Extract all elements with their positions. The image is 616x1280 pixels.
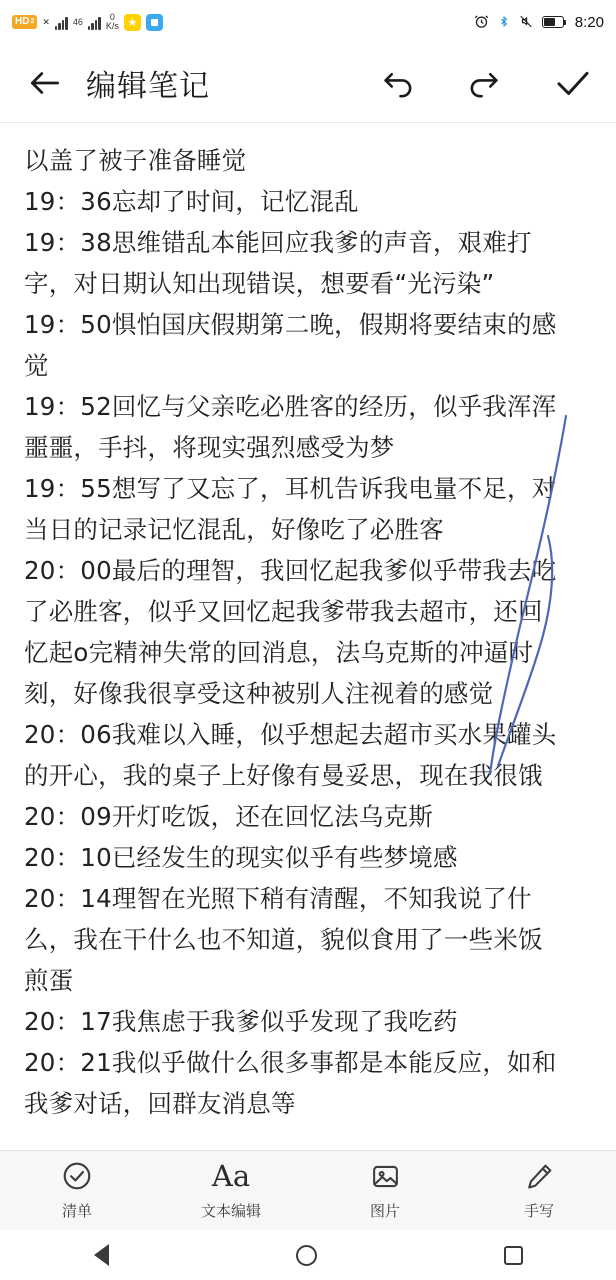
toolbar-item-label: 文本编辑 — [200, 1202, 261, 1220]
note-line: 19：50惧怕国庆假期第二晚，假期将要结束的感 — [24, 310, 557, 339]
status-bar — [0, 0, 616, 44]
back-button[interactable] — [26, 64, 64, 102]
status-bar-clock: 8:20 — [574, 13, 604, 31]
note-line: 忆起o完精神失常的回消息，法乌克斯的冲逼时 — [24, 638, 534, 667]
note-line: 我爹对话，回群友消息等 — [24, 1089, 296, 1118]
image-icon — [370, 1159, 401, 1193]
toolbar-item-text-format[interactable] — [154, 1159, 308, 1221]
note-line: 20：17我焦虑于我爹似乎发现了我吃药 — [24, 1007, 458, 1036]
note-line: 20：14理智在光照下稍有清醒，不知我说了什 — [24, 884, 532, 913]
confirm-button[interactable] — [552, 62, 594, 104]
note-line: 19：52回忆与父亲吃必胜客的经历，似乎我浑浑 — [24, 392, 557, 421]
note-line: 了必胜客，似乎又回忆起我爹带我去超市，还回 — [24, 597, 543, 626]
alarm-icon — [474, 14, 489, 31]
status-bar-left — [12, 13, 474, 31]
note-line: 19：55想写了又忘了，耳机告诉我电量不足，对 — [24, 474, 557, 503]
editor-toolbar — [0, 1150, 616, 1230]
mute-icon — [519, 14, 533, 31]
toolbar-item-handwriting[interactable] — [462, 1159, 616, 1221]
page-title: 编辑笔记 — [86, 69, 210, 104]
nav-back-icon[interactable] — [94, 1244, 109, 1266]
signal-bars-icon-1 — [55, 15, 68, 30]
note-line: 么，我在干什么也不知道，貌似食用了一些米饭 — [24, 925, 543, 954]
no-service-x-icon: ✕ — [42, 16, 50, 27]
toolbar-item-image[interactable] — [308, 1159, 462, 1221]
toolbar-item-label: 图片 — [369, 1202, 400, 1220]
hd-label: HD — [15, 16, 30, 27]
note-line: 煎蛋 — [24, 966, 74, 995]
note-line: 20：09开灯吃饭，还在回忆法乌克斯 — [24, 802, 433, 831]
bluetooth-icon — [498, 14, 510, 31]
status-bar-right — [474, 14, 604, 31]
redo-button[interactable] — [464, 62, 506, 104]
note-line: 的开心，我的桌子上好像有曼妥思，现在我很饿 — [24, 761, 543, 790]
note-line: 20：06我难以入睡，似乎想起去超市买水果罐头 — [24, 720, 557, 749]
app-bar-actions — [376, 62, 594, 104]
toolbar-item-label: 手写 — [523, 1202, 554, 1220]
note-line: 以盖了被子准备睡觉 — [24, 146, 247, 175]
volte-hd-icon — [12, 15, 37, 29]
note-line: 字，对日期认知出现错误，想要看“光污染” — [24, 269, 495, 298]
nav-home-icon[interactable] — [296, 1245, 317, 1266]
note-line: 19：36忘却了时间，记忆混乱 — [24, 187, 359, 216]
undo-button[interactable] — [376, 62, 418, 104]
hd-sub: 2 — [30, 18, 35, 25]
note-content[interactable] — [0, 126, 616, 1150]
battery-icon — [542, 16, 564, 28]
note-line: 20：00最后的理智，我回忆起我爹似乎带我去吃 — [24, 556, 557, 585]
note-line: 19：38思维错乱本能回应我爹的声音，艰难打 — [24, 228, 532, 257]
text-format-icon: Aa — [211, 1159, 251, 1193]
note-line: 20：21我似乎做什么很多事都是本能反应，如和 — [24, 1048, 557, 1077]
app-notification-icon — [146, 14, 163, 31]
checklist-icon — [61, 1159, 93, 1193]
handwriting-icon — [524, 1159, 555, 1193]
note-line: 20：10已经发生的现实似乎有些梦境感 — [24, 843, 458, 872]
note-line: 觉 — [24, 351, 49, 380]
app-bar — [0, 44, 616, 122]
toolbar-item-label: 清单 — [61, 1202, 92, 1220]
toolbar-divider — [0, 1150, 616, 1151]
note-line: 噩噩，手抖，将现实强烈感受为梦 — [24, 433, 395, 462]
toolbar-item-checklist[interactable] — [0, 1159, 154, 1221]
app-bar-divider — [0, 122, 616, 123]
favorite-star-icon: ★ — [124, 14, 141, 31]
network-type-label: 46 — [72, 16, 83, 27]
signal-bars-icon-2 — [88, 15, 101, 30]
network-speed-indicator: 0 K/s — [105, 12, 119, 31]
note-line: 当日的记录记忆混乱，好像吃了必胜客 — [24, 515, 444, 544]
note-line: 刻，好像我很享受这种被别人注视着的感觉 — [24, 679, 494, 708]
system-nav-bar — [0, 1230, 616, 1280]
nav-recents-icon[interactable] — [504, 1246, 523, 1265]
